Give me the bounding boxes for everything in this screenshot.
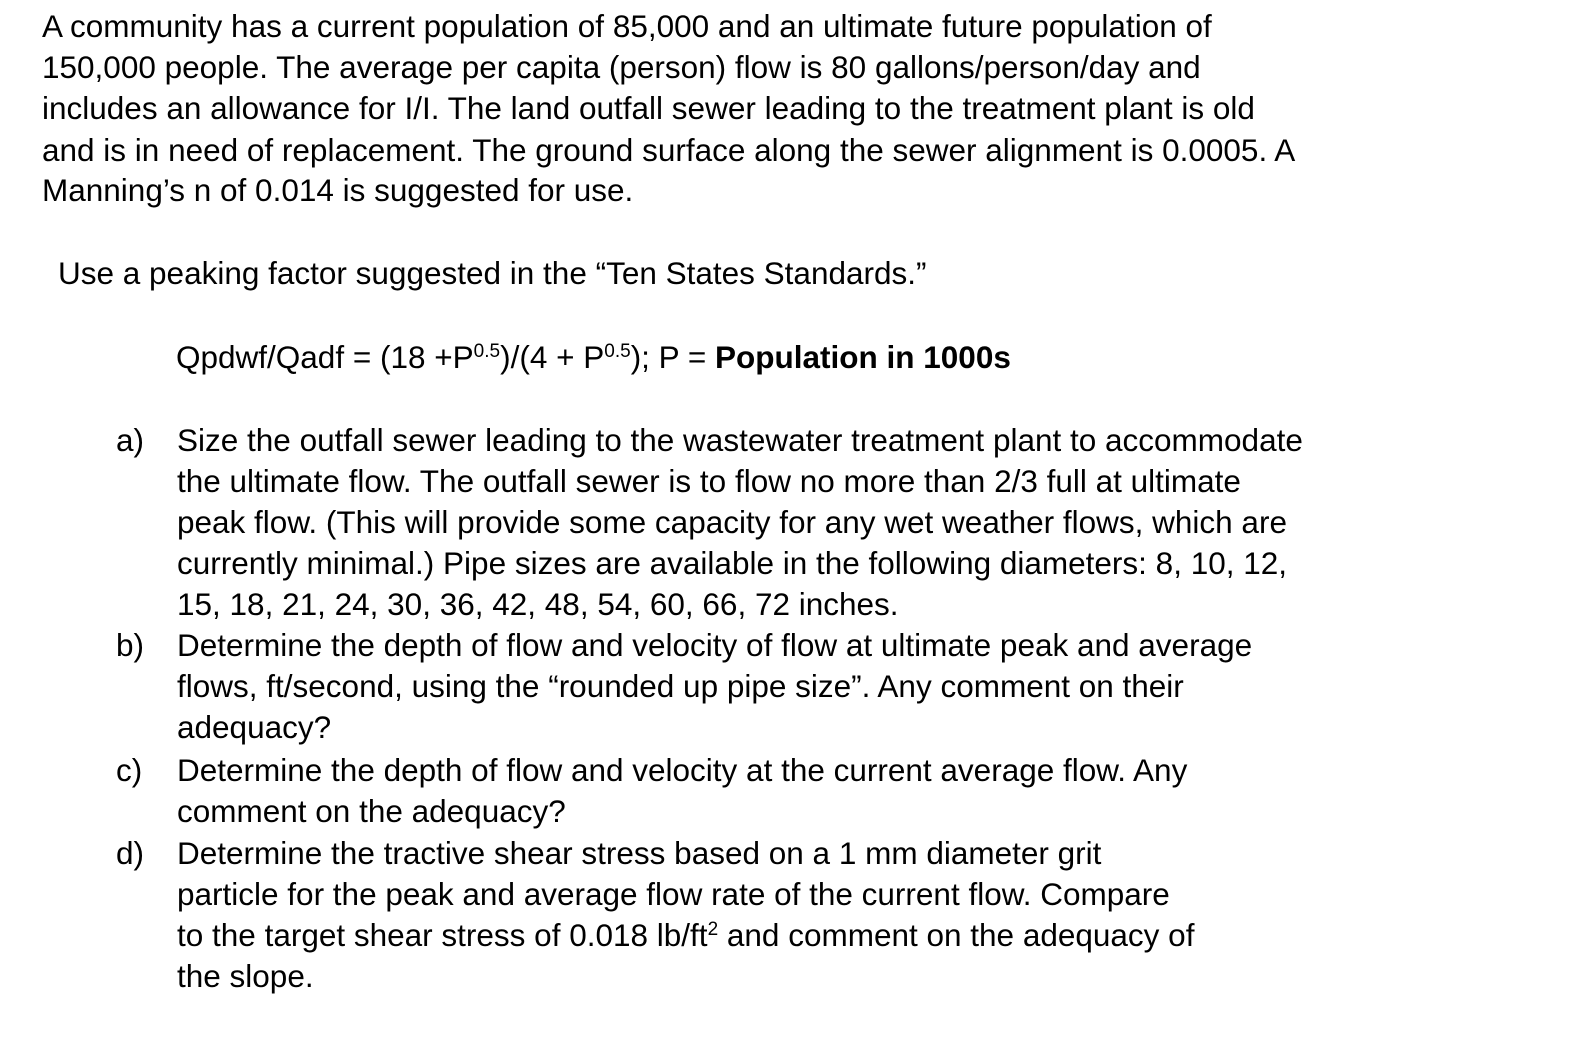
question-line — [177, 915, 1194, 961]
question-line: particle for the peak and average flow rate of the current flow. Compare — [177, 876, 1170, 912]
intro-line: Manning’s n of 0.014 is suggested for use. — [42, 172, 634, 208]
question-line: comment on the adequacy? — [177, 793, 566, 829]
question-line: Size the outfall sewer leading to the wastewater treatment plant to accommodate — [177, 422, 1303, 458]
question-label: b) — [116, 627, 145, 663]
formula-text: )/(4 + P — [500, 339, 605, 375]
formula-exponent: 0.5 — [604, 341, 631, 362]
question-line: the slope. — [177, 958, 314, 994]
question-line: currently minimal.) Pipe sizes are available in the following diameters: 8, 10, 12, — [177, 545, 1288, 581]
question-line: Determine the depth of flow and velocity at the current average flow. Any — [177, 752, 1188, 788]
formula-text: ); P = — [630, 339, 716, 375]
intro-line: and is in need of replacement. The ground surface along the sewer alignment is 0.0005. A — [42, 132, 1296, 168]
question-line: peak flow. (This will provide some capacity for any wet weather flows, which are — [177, 504, 1287, 540]
question-line: adequacy? — [177, 709, 332, 745]
question-line: flows, ft/second, using the “rounded up pipe size”. Any comment on their — [177, 668, 1184, 704]
question-text: to the target shear stress of 0.018 lb/ft — [177, 917, 708, 953]
question-line: the ultimate flow. The outfall sewer is to flow no more than 2/3 full at ultimate — [177, 463, 1241, 499]
peaking-formula — [176, 337, 1011, 383]
intro-line: A community has a current population of 85,000 and an ultimate future population of — [42, 8, 1212, 44]
intro-line: includes an allowance for I/I. The land outfall sewer leading to the treatment plant is old — [42, 90, 1255, 126]
peaking-instruction: Use a peaking factor suggested in the “Ten States Standards.” — [58, 255, 927, 291]
question-text: and comment on the adequacy of — [718, 917, 1195, 953]
question-label: c) — [116, 752, 143, 788]
formula-text: Qpdwf/Qadf = (18 +P — [176, 339, 474, 375]
intro-line: 150,000 people. The average per capita (person) flow is 80 gallons/person/day and — [42, 49, 1201, 85]
question-label: d) — [116, 835, 145, 871]
formula-exponent: 0.5 — [473, 341, 501, 362]
question-label: a) — [116, 422, 145, 458]
question-line: 15, 18, 21, 24, 30, 36, 42, 48, 54, 60, 66, 72 inches. — [177, 586, 899, 622]
unit-exponent: 2 — [707, 919, 719, 940]
question-line: Determine the tractive shear stress based on a 1 mm diameter grit — [177, 835, 1102, 871]
formula-definition: Population in 1000s — [715, 339, 1011, 375]
question-line: Determine the depth of flow and velocity of flow at ultimate peak and average — [177, 627, 1253, 663]
